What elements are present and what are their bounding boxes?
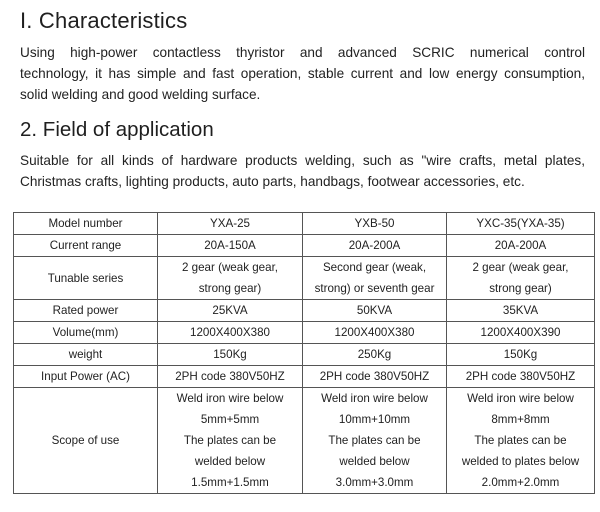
cell-line: 8mm+8mm: [491, 413, 550, 426]
table-cell: 150Kg: [447, 344, 595, 366]
cell-line: 10mm+10mm: [338, 413, 411, 426]
row-label: Scope of use: [14, 388, 158, 494]
cell-line: welded to plates below: [461, 455, 580, 468]
cell-line: 3.0mm+3.0mm: [335, 476, 414, 489]
table-cell: 2PH code 380V50HZ: [303, 366, 447, 388]
row-label: Input Power (AC): [14, 366, 158, 388]
cell-line: strong gear): [198, 282, 262, 295]
table-cell: 20A-200A: [447, 235, 595, 257]
table-cell: 20A-150A: [158, 235, 303, 257]
table-cell: [303, 257, 447, 300]
table-cell: 1200X400X390: [447, 322, 595, 344]
table-cell: 2PH code 380V50HZ: [447, 366, 595, 388]
cell-line: 5mm+5mm: [200, 413, 260, 426]
cell-line: welded below: [339, 455, 410, 468]
table-cell: 25KVA: [158, 300, 303, 322]
cell-line: strong gear): [489, 282, 552, 295]
section-characteristics-title: I. Characteristics: [20, 8, 188, 33]
row-label: Rated power: [14, 300, 158, 322]
row-label: Tunable series: [14, 257, 158, 300]
cell-line: 2 gear (weak gear,: [472, 261, 569, 274]
characteristics-paragraph: [20, 43, 585, 105]
table-row: [14, 344, 595, 366]
table-row: [14, 366, 595, 388]
table-cell: [158, 388, 303, 494]
table-cell: 35KVA: [447, 300, 595, 322]
cell-line: 2 gear (weak gear,: [181, 261, 279, 274]
row-label: Model number: [14, 213, 158, 235]
table-row: [14, 322, 595, 344]
table-cell: [447, 257, 595, 300]
table-row: [14, 257, 595, 300]
cell-line: 2.0mm+2.0mm: [481, 476, 560, 489]
row-label: Current range: [14, 235, 158, 257]
cell-line: strong) or seventh gear: [314, 282, 435, 295]
table-cell: 1200X400X380: [303, 322, 447, 344]
table-cell: 150Kg: [158, 344, 303, 366]
paragraph-line: Christmas crafts, lighting products, auto parts, handbags, footwear accessories, etc.: [20, 173, 525, 189]
paragraph-line: Suitable for all kinds of hardware products welding, such as "wire crafts, metal plates,: [20, 153, 585, 168]
specification-table: [13, 212, 595, 494]
table-row: [14, 300, 595, 322]
cell-line: welded below: [194, 455, 266, 468]
table-cell: 250Kg: [303, 344, 447, 366]
cell-line: The plates can be: [183, 434, 277, 447]
model-name-cell: YXC-35(YXA-35): [447, 213, 595, 235]
table-row: [14, 235, 595, 257]
cell-line: 1.5mm+1.5mm: [191, 476, 269, 489]
row-label: Volume(mm): [14, 322, 158, 344]
cell-line: Weld iron wire below: [321, 392, 428, 405]
model-name-cell: YXB-50: [303, 213, 447, 235]
section-application-title: 2. Field of application: [20, 118, 214, 141]
table-cell: 20A-200A: [303, 235, 447, 257]
cell-line: Second gear (weak,: [322, 261, 427, 274]
paragraph-line: Using high-power contactless thyristor and advanced SCRIC numerical control: [20, 45, 585, 60]
table-cell: [158, 257, 303, 300]
model-name-cell: YXA-25: [158, 213, 303, 235]
application-paragraph: [20, 151, 585, 193]
cell-line: Weld iron wire below: [176, 392, 284, 405]
cell-line: Weld iron wire below: [467, 392, 574, 405]
row-label: weight: [14, 344, 158, 366]
table-cell: 50KVA: [303, 300, 447, 322]
paragraph-line: solid welding and good welding surface.: [20, 86, 261, 102]
paragraph-line: technology, it has simple and fast operation, stable current and low energy consumption,: [20, 65, 585, 81]
table-cell: 1200X400X380: [158, 322, 303, 344]
table-cell: [447, 388, 595, 494]
table-row: [14, 388, 595, 494]
table-row: [14, 213, 595, 235]
cell-line: The plates can be: [328, 434, 421, 447]
table-cell: [303, 388, 447, 494]
table-cell: 2PH code 380V50HZ: [158, 366, 303, 388]
cell-line: The plates can be: [474, 434, 567, 447]
